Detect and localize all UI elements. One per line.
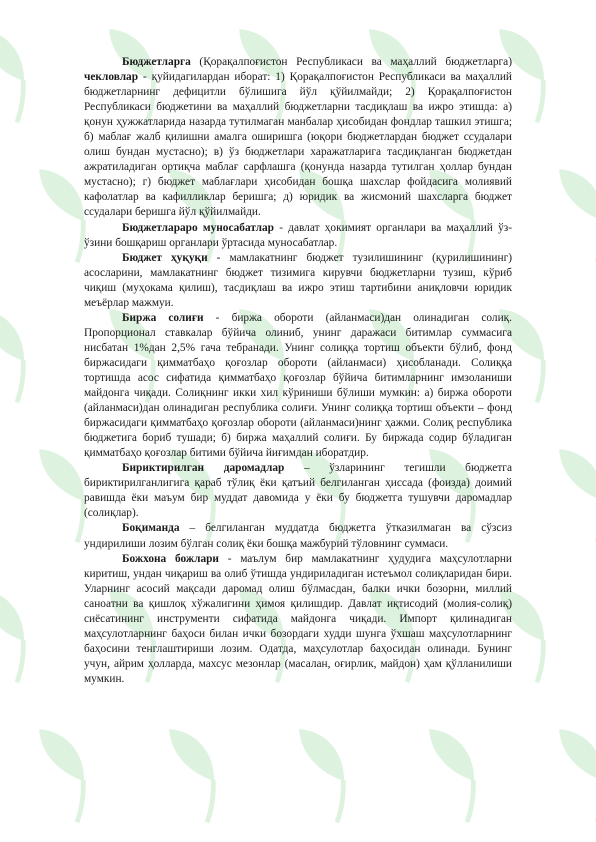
paragraph-text: - қуйидагилардан иборат: 1) Қорақалпоғистон Республикаси ва маҳаллий бюджетларнинг дефицитли бўлишига йўл қўйилмайди; 2) Қорақалпоғистон Республикаси бюджетини ва маҳаллий бюджетларни тасдиқлаш ва ижро этишда: а) қонун ҳужжатларида назарда тутилмаган манбалар ҳисобидан фондлар ташкил этишга; б) маблағ жалб қилишни амалга оширишга (юқори бюджетлардан бюджет ссудалари олиш бундан мустасно); в) ўз бюджетлари харажатларига тасдиқланган бюджетдан ажратиладиган ортиқча маблағ сарфлашга (қонунда назарда тутилган ҳоллар бундан мустасно); г) бюджет маблағлари ҳисобидан бошқа шахслар фойдасига молиявий кафолатлар ва кафилликлар беришга; д) юридик ва жисмоний шахсларга бюджет ссудалари беришга йўл қўйилмайди. (84, 71, 512, 219)
paragraph-budget-restrictions (84, 55, 512, 221)
paragraph-budget-law (84, 251, 512, 311)
term-heading: Бюджетларга (122, 56, 191, 68)
paragraph-text: (Қорақалпоғистон Республикаси ва маҳаллий бюджетларга) (190, 56, 512, 68)
term-heading: Бюджет ҳуқуқи (122, 251, 208, 264)
paragraph-interbudget-relations (84, 221, 512, 251)
paragraph-text: - мамлакатнинг бюджет тузилишининг (қурилишининг) асосларини, мамлакатнинг бюджет тизимига кирувчи бюджетларни тузиш, кўриб чиқиш (муҳокама қилиш), тасдиқлаш ва ижро этиш тартибини аниқловчи юридик меъёрлар мажмуи. (84, 251, 512, 309)
paragraph-assigned-revenues (84, 461, 512, 521)
paragraph-text: - маълум бир мамлакатнинг ҳудудига маҳсулотларни киритиш, ундан чиқариш ва олиб ўтишда ундириладиган истеъмол солиқларидан бири. Уларнинг асосий мақсади даромад олиш бўлмасдан, балки ички бозорни, миллий саноатни ва қишлоқ хўжалигини ҳимоя қилишдир. Давлат иқтисодий (молия-солиқ) сиёсатининг инструменти сифатида майдонга чиқади. Импорт қилинадиган маҳсулотларнинг баҳоси билан ички бозордаги худди шунга ўхшаш маҳсулотларнинг баҳосини тенглаштириши лозим. Одатда, маҳсулотлар баҳосидан олинади. Бунинг учун, айрим ҳолларда, махсус мезонлар (масалан, оғирлик, майдон) ҳам қўлланилиши мумкин. (84, 552, 513, 685)
term-heading: Бюджетлараро муносабатлар (122, 221, 274, 234)
paragraph-customs-duties (84, 552, 512, 687)
term-heading: Биржа солиғи (122, 311, 204, 324)
paragraph-text: – ўзларининг тегишли бюджетга бириктирилганлигига қараб тўлиқ ёки қатъий белгиланган ҳиссада (фоизда) доимий равишда ёки маъум бир муддат давомида у ёки бу бюджетга тушувчи даромадлар (солиқлар). (84, 462, 512, 520)
term-heading: Боқиманда (122, 522, 180, 535)
paragraph-text: - биржа обороти (айланмаси)дан олинадиган солиқ. Пропорционал ставкалар бўйича олиниб, унинг даражаси битимлар суммасига нисбатан 1%дан 2,5% гача тебранади. Унинг солиққа тортиш объекти бўлиб, фонд биржасидаги қимматбаҳо қоғозлар обороти (айланмаси) ҳисобланади. Солиққа тортишда асос сифатида қимматбаҳо қоғозлар бўйича битимларнинг имзоланиши майдонга чиқади. Солиқнинг икки хил кўриниши бўлиши мумкин: а) биржа обороти (айланмаси)дан олинадиган республика солиғи. Унинг солиққа тортиш объекти – фонд биржасидаги қимматбаҳо қоғозлар обороти (айланмаси)нинг ҳажми. Солиқ республика бюджетига бориб тушади; б) биржа маҳаллий солиғи. Бу биржада содир бўладиган қимматбаҳо қоғозлар битими бўйича йиғимдан иборатдир. (84, 311, 512, 460)
term-heading: Бириктирилган даромадлар (122, 462, 285, 475)
paragraph-text: - давлат ҳокимият органлари ва маҳаллий ўз-ўзини бошқариш органлари ўртасида муносабатлар. (84, 221, 512, 249)
term-heading: чекловлар (84, 71, 139, 84)
paragraph-exchange-tax (84, 311, 512, 461)
document-body (84, 55, 512, 687)
term-heading: Божхона божлари (122, 552, 219, 565)
paragraph-arrears (84, 521, 512, 551)
paragraph-text: – белгиланган муддатда бюджетга ўтказилмаган ва сўзсиз ундирилиши лозим бўлган солиқ ёки бошқа мажбурий тўловнинг суммаси. (84, 522, 512, 550)
